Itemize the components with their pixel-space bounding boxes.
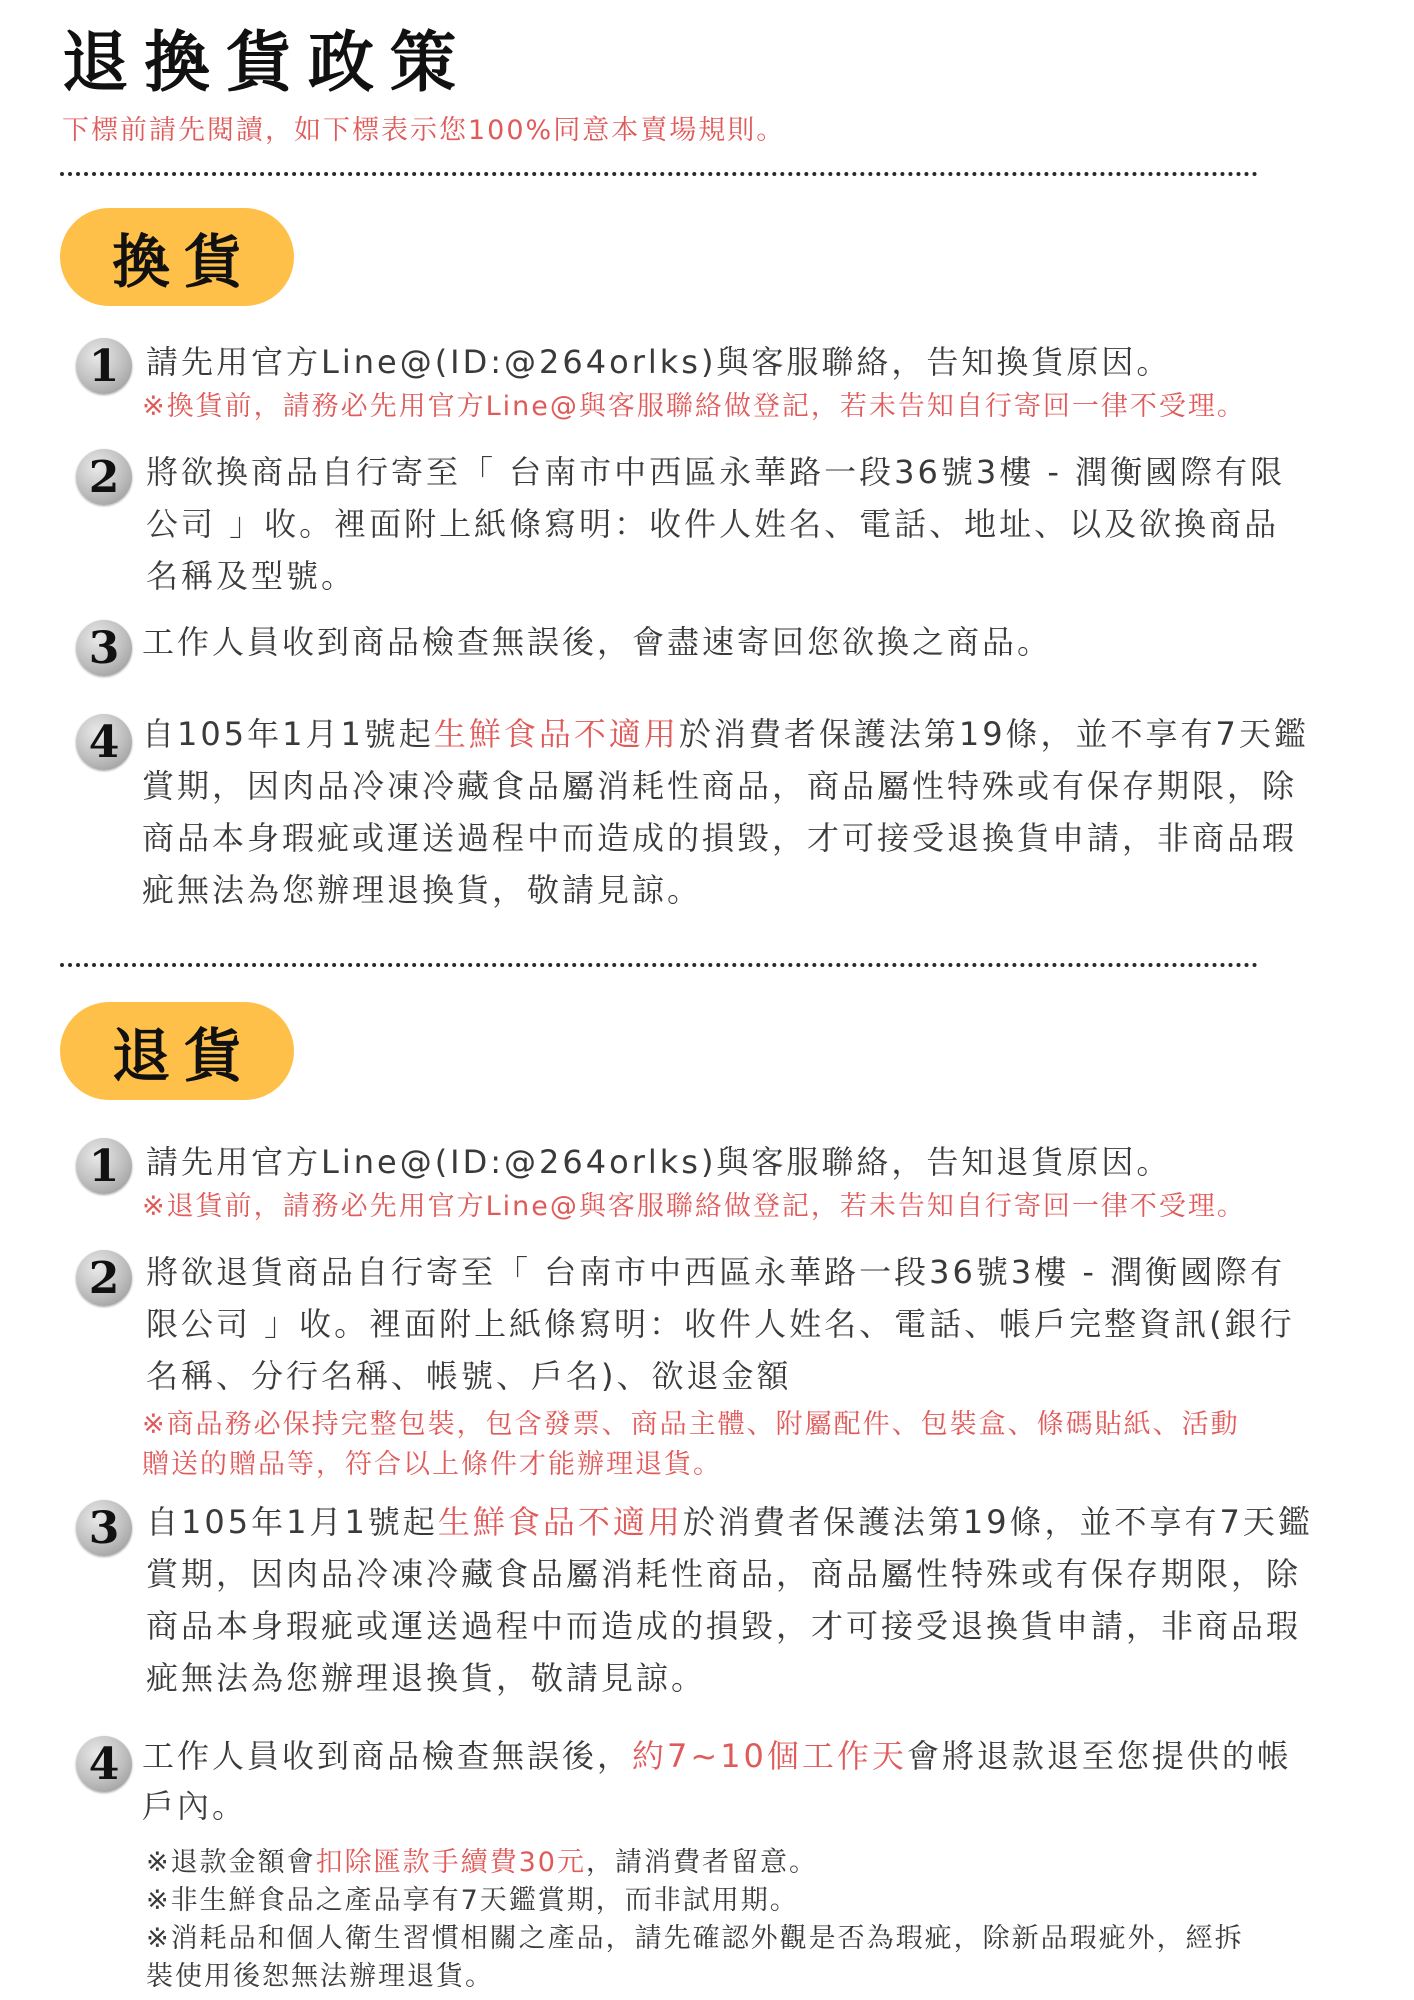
exchange-step-3-text: 工作人員收到商品檢查無誤後，會盡速寄回您欲換之商品。 <box>142 623 1053 661</box>
step-number-badge: 1 <box>76 1138 132 1194</box>
refund-step-2-line: 限公司 」收。裡面附上紙條寫明：收件人姓名、電話、帳戶完整資訊(銀行 <box>146 1305 1295 1343</box>
refund-step-3-line: 疵無法為您辦理退換貨，敬請見諒。 <box>146 1659 707 1697</box>
refund-heading: 退貨 <box>111 1022 256 1090</box>
refund-note: ※非生鮮食品之產品享有7天鑑賞期，而非試用期。 <box>146 1885 799 1916</box>
step-number-badge: 3 <box>76 1500 132 1556</box>
page-subtitle: 下標前請先閱讀，如下標表示您100%同意本賣場規則。 <box>62 115 786 146</box>
refund-fee-note: ※退款金額會扣除匯款手續費30元，請消費者留意。 <box>146 1847 818 1878</box>
refund-step-1-text: 請先用官方Line@(ID:@264orlks)與客服聯絡，告知退貨原因。 <box>146 1143 1172 1181</box>
refund-step-2-line: 將欲退貨商品自行寄至「 台南市中西區永華路一段36號3樓 - 潤衡國際有 <box>146 1253 1286 1291</box>
refund-step-4-line: 工作人員收到商品檢查無誤後，約7~10個工作天會將退款退至您提供的帳 <box>142 1737 1292 1775</box>
refund-heading-badge <box>60 1002 294 1100</box>
exchange-step-4-line: 疵無法為您辦理退換貨，敬請見諒。 <box>142 871 703 909</box>
refund-note: ※消耗品和個人衛生習慣相關之產品，請先確認外觀是否為瑕疵，除新品瑕疵外，經拆 <box>146 1923 1244 1954</box>
refund-step-2-note: 贈送的贈品等，符合以上條件才能辦理退貨。 <box>142 1449 722 1480</box>
step-number-badge: 3 <box>76 620 132 676</box>
exchange-step-2-line: 名稱及型號。 <box>146 557 357 595</box>
refund-step-1-note: ※退貨前，請務必先用官方Line@與客服聯絡做登記，若未告知自行寄回一律不受理。 <box>142 1191 1246 1222</box>
divider <box>60 172 1258 176</box>
exchange-step-4-line: 商品本身瑕疵或運送過程中而造成的損毀，才可接受退換貨申請，非商品瑕 <box>142 819 1298 857</box>
step-number-badge: 2 <box>76 1250 132 1306</box>
step-number-badge: 1 <box>76 338 132 394</box>
refund-step-3-line: 商品本身瑕疵或運送過程中而造成的損毀，才可接受退換貨申請，非商品瑕 <box>146 1607 1302 1645</box>
refund-step-3-line: 賞期，因肉品冷凍冷藏食品屬消耗性商品，商品屬性特殊或有保存期限，除 <box>146 1555 1302 1593</box>
exchange-heading-badge <box>60 208 294 306</box>
fresh-food-highlight: 生鮮食品不適用 <box>433 715 679 753</box>
exchange-step-2-line: 公司 」收。裡面附上紙條寫明：收件人姓名、電話、地址、以及欲換商品 <box>146 505 1280 543</box>
exchange-step-1-note: ※換貨前，請務必先用官方Line@與客服聯絡做登記，若未告知自行寄回一律不受理。 <box>142 391 1246 422</box>
exchange-step-1-text: 請先用官方Line@(ID:@264orlks)與客服聯絡，告知換貨原因。 <box>146 343 1172 381</box>
exchange-step-4-line: 賞期，因肉品冷凍冷藏食品屬消耗性商品，商品屬性特殊或有保存期限，除 <box>142 767 1298 805</box>
divider <box>60 963 1258 967</box>
step-number-badge: 4 <box>76 1736 132 1792</box>
step-number-badge: 4 <box>76 714 132 770</box>
refund-note: 裝使用後恕無法辦理退貨。 <box>146 1961 494 1992</box>
exchange-heading: 換貨 <box>111 228 256 296</box>
step-number-badge: 2 <box>76 449 132 505</box>
refund-step-3-line: 自105年1月1號起生鮮食品不適用於消費者保護法第19條，並不享有7天鑑 <box>146 1503 1313 1541</box>
refund-step-2-note: ※商品務必保持完整包裝，包含發票、商品主體、附屬配件、包裝盒、條碼貼紙、活動 <box>142 1409 1240 1440</box>
refund-period-highlight: 約7~10個工作天 <box>632 1737 907 1775</box>
refund-step-2-line: 名稱、分行名稱、帳號、戶名)、欲退金額 <box>146 1357 792 1395</box>
refund-step-4-line: 戶內。 <box>142 1787 248 1825</box>
exchange-step-2-line: 將欲換商品自行寄至「 台南市中西區永華路一段36號3樓 - 潤衡國際有限 <box>146 453 1286 491</box>
fresh-food-highlight: 生鮮食品不適用 <box>437 1503 683 1541</box>
page-title: 退換貨政策 <box>62 23 472 101</box>
exchange-step-4-line: 自105年1月1號起生鮮食品不適用於消費者保護法第19條，並不享有7天鑑 <box>142 715 1309 753</box>
fee-highlight: 扣除匯款手續費30元 <box>315 1847 586 1878</box>
